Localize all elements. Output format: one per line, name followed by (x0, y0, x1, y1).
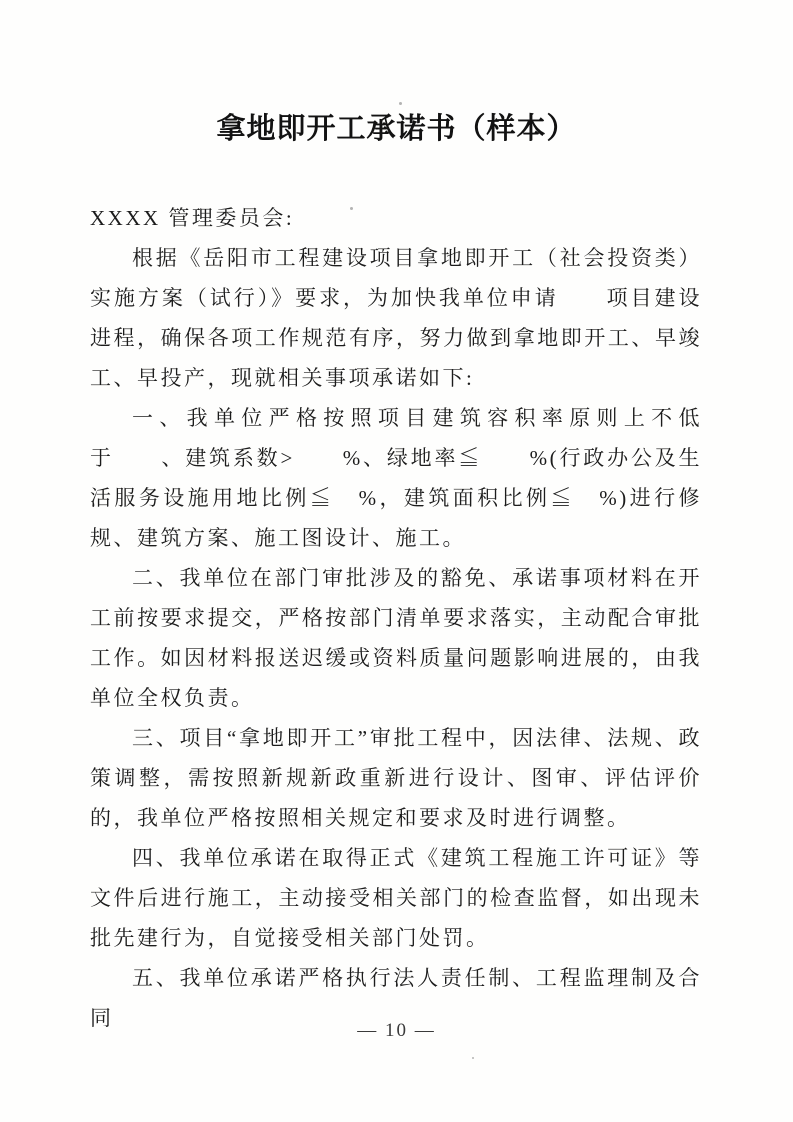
paragraph-intro: 根据《岳阳市工程建设项目拿地即开工（社会投资类）实施方案（试行）》要求，为加快我单位申请 项目建设进程，确保各项工作规范有序，努力做到拿地即开工、早竣工、早投产，现就相关事项承诺如下: (90, 246, 702, 390)
document-title: 拿地即开工承诺书（样本） (216, 113, 577, 145)
scan-speck (350, 207, 353, 210)
document-body (90, 198, 702, 1038)
scan-speck (472, 1057, 474, 1059)
commitment-item-3: 三、项目“拿地即开工”审批工程中，因法律、法规、政策调整，需按照新规新政重新进行设计、图审、评估评价的，我单位严格按照相关规定和要求及时进行调整。 (90, 726, 702, 830)
commitment-item-2: 二、我单位在部门审批涉及的豁免、承诺事项材料在开工前按要求提交，严格按部门清单要求落实，主动配合审批工作。如因材料报送迟缓或资料质量问题影响进展的，由我单位全权负责。 (90, 566, 702, 710)
commitment-item-1: 一、我单位严格按照项目建筑容积率原则上不低于 、建筑系数> %、绿地率≦ %(行政办公及生活服务设施用地比例≦ %，建筑面积比例≦ %)进行修规、建筑方案、施工图设计、施工。 (90, 406, 702, 550)
scan-speck (399, 102, 402, 105)
salutation: XXXX 管理委员会: (90, 206, 295, 230)
commitment-item-5: 五、我单位承诺严格执行法人责任制、工程监理制及合同 (90, 966, 702, 1030)
commitment-item-4: 四、我单位承诺在取得正式《建筑工程施工许可证》等文件后进行施工，主动接受相关部门的检查监督，如出现未批先建行为，自觉接受相关部门处罚。 (90, 846, 702, 950)
page-number: — 10 — (357, 1020, 436, 1041)
